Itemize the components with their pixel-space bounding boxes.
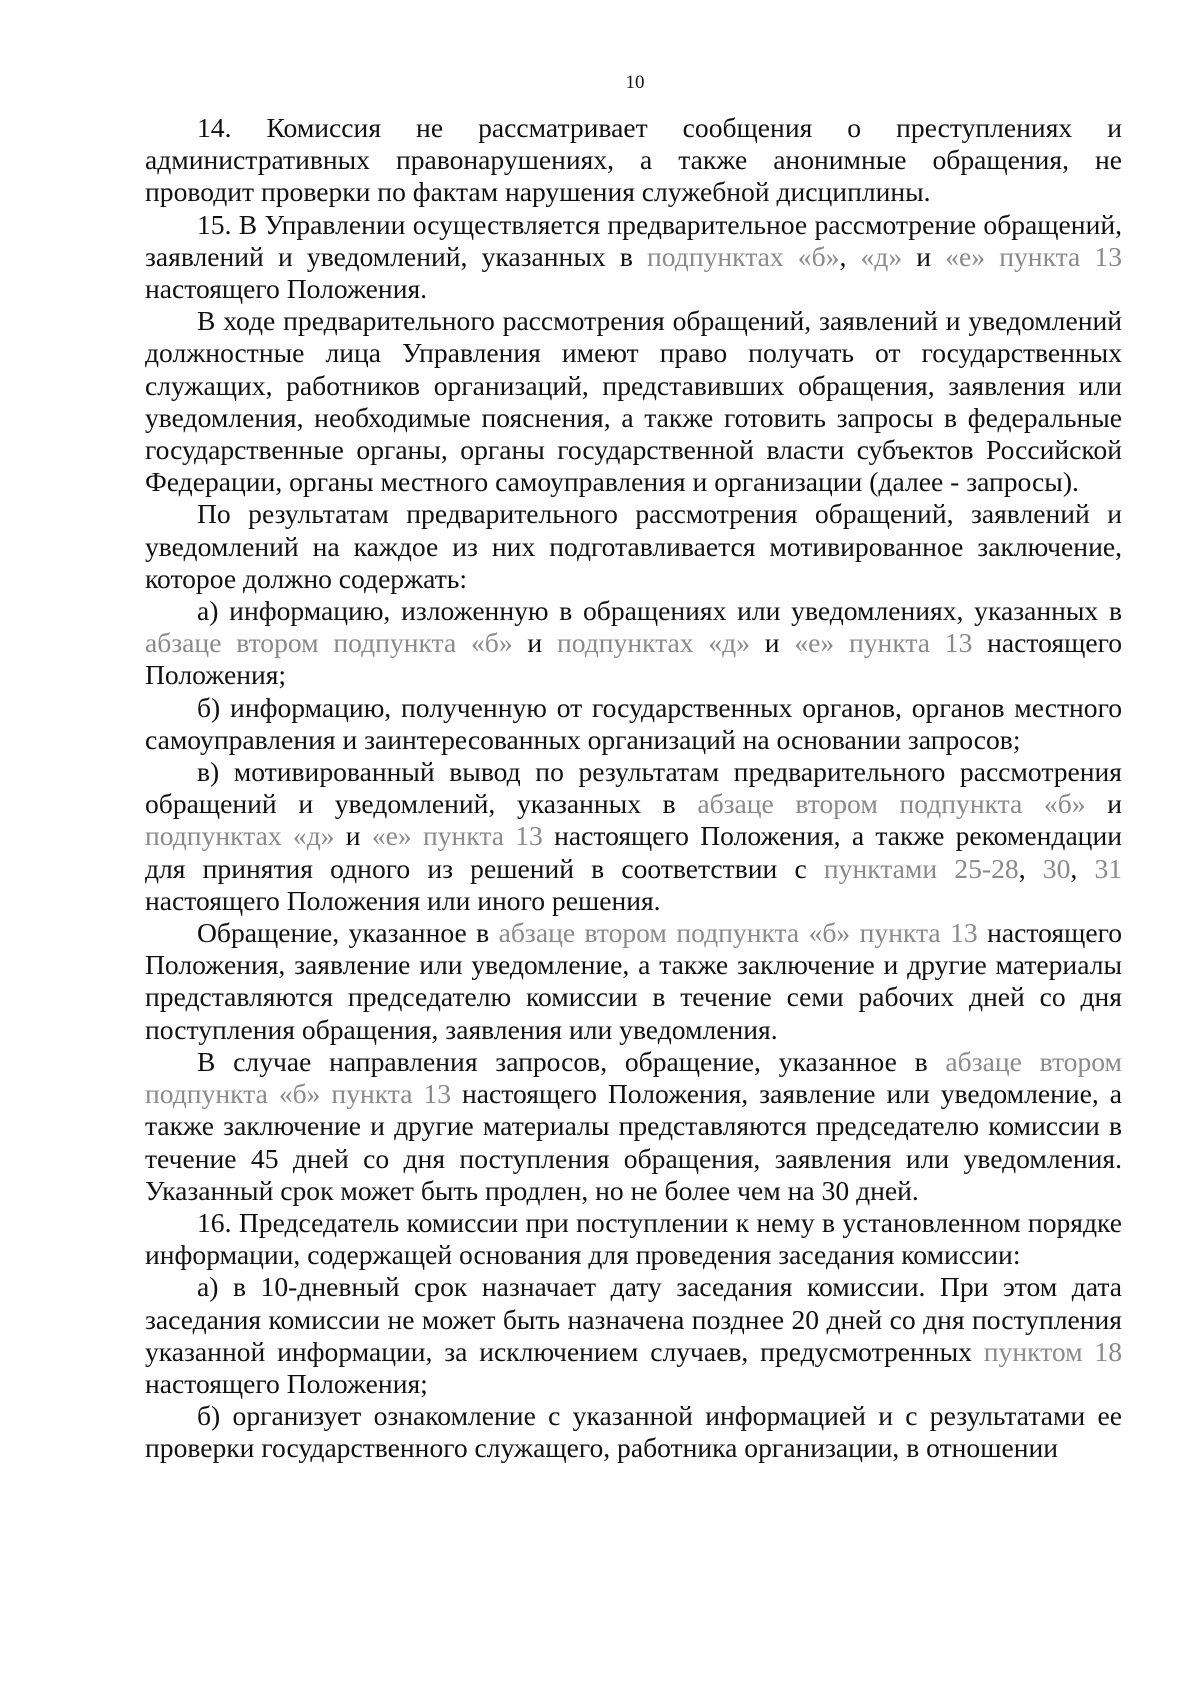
paragraph-p15 xyxy=(145,209,1122,306)
paragraph-text: настоящего Положения, заявление или уведомление, а также заключение и другие материалы представляются председателю комиссии в течение 45 дней со дня поступления обращения, заявления или уведомления. Указанный срок может быть продлен, но не более чем на 30 дней. xyxy=(145,1078,1123,1206)
paragraph-p16 xyxy=(145,1207,1122,1271)
paragraph-text: Обращение, указанное в xyxy=(197,917,499,949)
paragraph-text: б) организует ознакомление с указанной информацией и с результатами ее проверки государственного служащего, работника организации, в отношении xyxy=(145,1400,1122,1464)
paragraph-text: а) в 10-дневный срок назначает дату заседания комиссии. При этом дата заседания комиссии не может быть назначена позднее 20 дней со дня поступления указанной информации, за исключением случаев, предусмотренных xyxy=(145,1271,1122,1367)
cross-reference-link[interactable]: 31 xyxy=(1094,852,1123,884)
cross-reference-link[interactable]: пунктами 25-28 xyxy=(823,852,1019,884)
paragraph-p15-v xyxy=(145,756,1122,917)
paragraph-text: настоящего Положения, заявление или уведомление, а также заключение и другие материалы представляются председателю комиссии в течение семи рабочих дней со дня поступления обращения, заявления или уведомления. xyxy=(145,917,1122,1045)
paragraph-p15-4 xyxy=(145,917,1122,1046)
paragraph-text: , xyxy=(1070,852,1095,884)
page-number: 10 xyxy=(625,72,645,93)
cross-reference-link[interactable]: пунктом 18 xyxy=(983,1335,1122,1367)
paragraph-text: и xyxy=(1085,788,1122,820)
paragraph-text: настоящего Положения; xyxy=(145,1367,428,1399)
paragraph-text: настоящего Положения; xyxy=(145,627,1122,691)
paragraph-p16-a xyxy=(145,1271,1122,1400)
paragraph-text: настоящего Положения. xyxy=(145,273,428,305)
cross-reference-link[interactable]: «д» xyxy=(860,240,903,272)
paragraph-text: , xyxy=(839,240,861,272)
paragraph-text: настоящего Положения или иного решения. xyxy=(145,884,661,916)
paragraph-p15-5 xyxy=(145,1046,1122,1207)
paragraph-text: В ходе предварительного рассмотрения обращений, заявлений и уведомлений должностные лица Управления имеют право получать от государственных служащих, работников организаций, представивших обращения, заявления или уведомления, необходимые пояснения, а также готовить запросы в федеральные государственные органы, органы государственной власти субъектов Российской Федерации, органы местного самоуправления и организации (далее - запросы). xyxy=(145,305,1122,498)
paragraph-text: в) мотивированный вывод по результатам предварительного рассмотрения обращений и уведомлений, указанных в xyxy=(145,756,1122,820)
paragraph-text: 14. Комиссия не рассматривает сообщения о преступлениях и административных правонарушениях, а также анонимные обращения, не проводит проверки по фактам нарушения служебной дисциплины. xyxy=(145,112,1122,208)
paragraph-text: и xyxy=(334,820,372,852)
cross-reference-link[interactable]: подпунктах «д» xyxy=(556,627,751,659)
cross-reference-link[interactable]: 30 xyxy=(1042,852,1071,884)
cross-reference-link[interactable]: абзаце втором подпункта «б» xyxy=(697,788,1086,820)
paragraph-p15-3 xyxy=(145,498,1122,595)
paragraph-text: 15. В Управлении осуществляется предварительное рассмотрение обращений, заявлений и уведомлений, указанных в xyxy=(145,208,1122,272)
paragraph-p15-a xyxy=(145,595,1122,692)
paragraph-text: , xyxy=(1018,852,1043,884)
document-body xyxy=(145,112,1122,1465)
cross-reference-link[interactable]: абзаце втором подпункта «б» пункта 13 xyxy=(498,917,978,949)
cross-reference-link[interactable]: «е» пункта 13 xyxy=(794,627,973,659)
cross-reference-link[interactable]: «е» пункта 13 xyxy=(371,820,543,852)
cross-reference-link[interactable]: абзаце втором подпункта «б» xyxy=(145,627,513,659)
paragraph-text: а) информацию, изложенную в обращениях или уведомлениях, указанных в xyxy=(197,595,1122,627)
paragraph-text: и xyxy=(902,240,946,272)
paragraph-text: По результатам предварительного рассмотрения обращений, заявлений и уведомлений на каждое из них подготавливается мотивированное заключение, которое должно содержать: xyxy=(145,498,1122,594)
cross-reference-link[interactable]: абзаце втором подпункта «б» пункта 13 xyxy=(145,1045,1122,1110)
paragraph-text: и xyxy=(512,627,557,659)
paragraph-p14 xyxy=(145,112,1122,209)
paragraph-text: б) информацию, полученную от государственных органов, органов местного самоуправления и заинтересованных организаций на основании запросов; xyxy=(145,691,1122,755)
cross-reference-link[interactable]: «е» пункта 13 xyxy=(945,240,1123,272)
paragraph-p15-2 xyxy=(145,305,1122,498)
paragraph-p15-b xyxy=(145,692,1122,756)
paragraph-text: настоящего Положения, а также рекомендации для принятия одного из решений в соответствии с xyxy=(145,820,1122,884)
cross-reference-link[interactable]: подпунктах «д» xyxy=(145,820,335,852)
paragraph-text: 16. Председатель комиссии при поступлении к нему в установленном порядке информации, содержащей основания для проведения заседания комиссии: xyxy=(145,1206,1122,1271)
cross-reference-link[interactable]: подпунктах «б» xyxy=(647,240,840,272)
paragraph-p16-b xyxy=(145,1400,1122,1464)
paragraph-text: В случае направления запросов, обращение, указанное в xyxy=(197,1045,946,1077)
paragraph-text: и xyxy=(750,627,795,659)
